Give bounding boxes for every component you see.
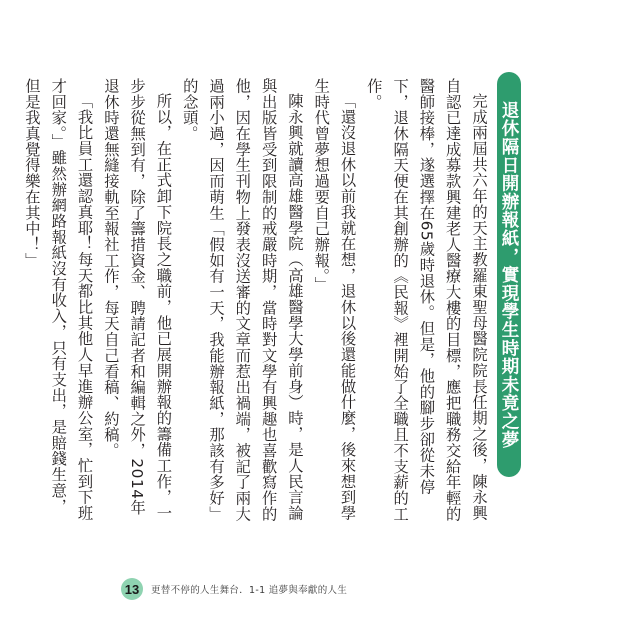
running-head: 更替不停的人生舞台．1-1 追夢與奉獻的人生 [151, 585, 348, 596]
paragraph-1: 完成兩屆共六年的天主教羅東聖母醫院院長任期之後，陳永興自認已達成募款興建老人醫療大樓的目標，應把職務交給年輕的醫師接棒，遂選擇在65歲時退休。但是，他的腳步卻從未停下，退休隔天便在其創辦的《民報》裡開始了全職且不支薪的工作。 [364, 78, 488, 522]
page-number: 13 [124, 581, 140, 597]
body-text [19, 78, 492, 525]
section-heading-banner [497, 72, 521, 477]
section-heading: 退休隔日開辦報紙，實現學生時期未竟之夢 [499, 100, 519, 449]
paragraph-3: 陳永興就讀高雄醫學院（高雄醫學大學前身）時，是人民言論與出版皆受到限制的戒嚴時期，當時對文學有興趣也喜歡寫作的他，因在學生刊物上發表沒送審的文章而惹出禍端，被記了兩大過兩小過，因而萌生「假如有一天，我能辦報紙，那該有多好」的念頭。 [180, 78, 304, 522]
paragraph-2: 「還沒退休以前我就在想，退休以後還能做什麼，後來想到學生時代曾夢想過要自己辦報。」 [312, 78, 357, 522]
paragraph-4: 所以，在正式卸下院長之職前，他已展開辦報的籌備工作，一步步從無到有，除了籌措資金、聘請記者和編輯之外，2014年退休時還無縫接軌至報社工作，每天自己看稿、約稿。 [101, 78, 173, 522]
page-number-badge [121, 578, 143, 600]
paragraph-5: 「我比員工還認真耶！每天都比其他人早進辦公室，忙到下班才回家。」雖然辦網路報紙沒有收入，只有支出，是賠錢生意，但是我真覺得樂在其中！」 [22, 78, 94, 522]
